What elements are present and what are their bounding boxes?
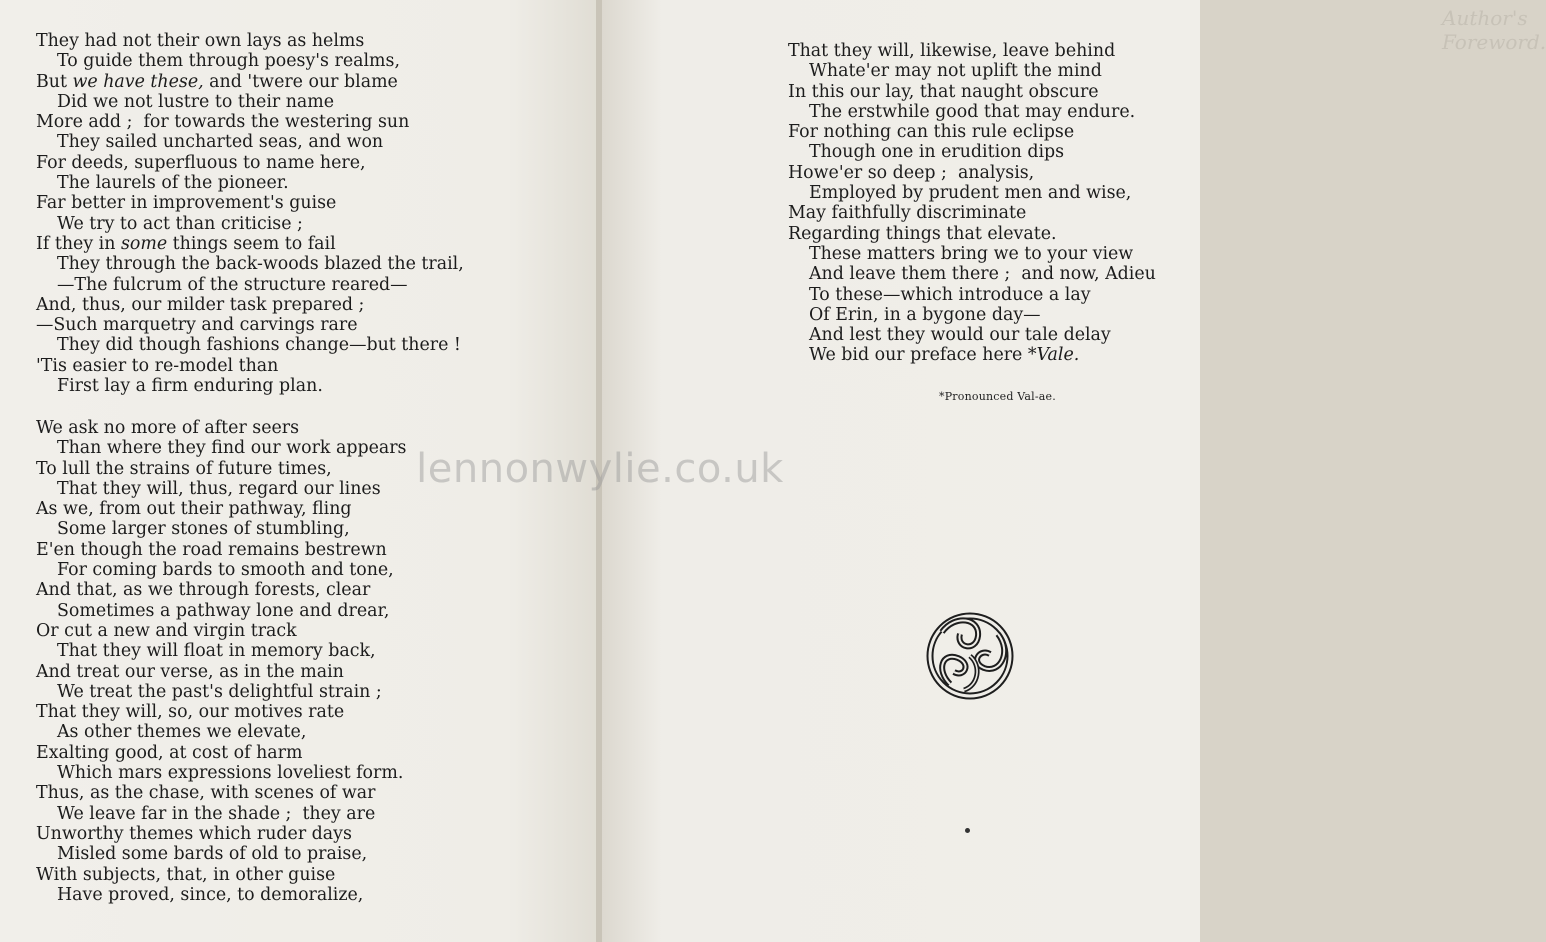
verse-line: —The fulcrum of the structure reared—	[57, 274, 408, 295]
verse-line: Regarding things that elevate.	[788, 223, 1057, 244]
verse-line: For deeds, superfluous to name here,	[36, 152, 366, 173]
verse-line: Howe'er so deep ; analysis,	[788, 162, 1035, 183]
ink-dot	[965, 828, 970, 833]
italic-emphasis: some	[120, 233, 168, 254]
verse-line: Unworthy themes which ruder days	[36, 823, 352, 844]
verse-line: 'Tis easier to re-model than	[36, 355, 279, 376]
verse-line	[788, 345, 1156, 365]
verse-line: As we, from out their pathway, fling	[36, 499, 352, 520]
verse-line: We treat the past's delightful strain ;	[57, 681, 382, 702]
verse-line: For coming bards to smooth and tone,	[57, 560, 394, 581]
verse-line: These matters bring we to your view	[809, 243, 1134, 264]
verse-line: Employed by prudent men and wise,	[809, 183, 1132, 204]
verse-line: We ask no more of after seers	[36, 418, 300, 438]
verse-line: To these—which introduce a lay	[809, 284, 1091, 305]
verse-line: We leave far in the shade ; they are	[57, 803, 376, 824]
verse-text: and 'twere our blame	[203, 71, 398, 92]
verse-line: Did we not lustre to their name	[57, 91, 335, 112]
verse-line: Exalting good, at cost of harm	[36, 742, 303, 763]
celtic-knot-ornament-icon	[920, 604, 1020, 704]
verse-line: Whate'er may not uplift the mind	[809, 61, 1102, 82]
verse-line	[36, 72, 464, 92]
verse-line: Far better in improvement's guise	[36, 193, 337, 214]
verse-line: That they will, likewise, leave behind	[788, 41, 1116, 61]
verse-line: Misled some bards of old to praise,	[57, 844, 368, 865]
watermark: lennonwylie.co.uk	[416, 446, 784, 492]
verse-line: They had not their own lays as helms	[36, 31, 365, 51]
verse-line: The laurels of the pioneer.	[57, 173, 289, 194]
verse-line: That they will, so, our motives rate	[36, 702, 345, 723]
verse-line: More add ; for towards the westering sun	[36, 112, 410, 133]
verse-line: They did though fashions change—but there !	[57, 335, 461, 356]
verse-line: May faithfully discriminate	[788, 203, 1027, 224]
verse-line: And lest they would our tale delay	[809, 325, 1111, 346]
verse-line: Some larger stones of stumbling,	[57, 519, 350, 540]
verse-line: As other themes we elevate,	[57, 722, 307, 743]
verse-line: With subjects, that, in other guise	[36, 864, 336, 885]
verse-line: Thus, as the chase, with scenes of war	[36, 783, 376, 804]
verse-line: Though one in erudition dips	[809, 142, 1065, 163]
verse-text: We bid our preface here *	[809, 345, 1037, 366]
verse-line: Than where they find our work appears	[57, 438, 407, 459]
verse-line	[36, 234, 464, 254]
verse-line: And treat our verse, as in the main	[36, 661, 344, 682]
verse-line: Have proved, since, to demoralize,	[57, 884, 364, 905]
verse-line: Which mars expressions loveliest form.	[57, 763, 404, 784]
verse-line: For nothing can this rule eclipse	[788, 122, 1075, 143]
verse-line: First lay a firm enduring plan.	[57, 376, 323, 397]
verse-line: And, thus, our milder task prepared ;	[36, 294, 365, 315]
verse-line: They sailed uncharted seas, and won	[57, 132, 384, 153]
verse-line: To guide them through poesy's realms,	[57, 51, 400, 72]
verse-text: things seem to fail	[167, 233, 336, 254]
verse-line: To lull the strains of future times,	[36, 458, 332, 479]
verse-line: Sometimes a pathway lone and drear,	[57, 600, 390, 621]
verse-line: And that, as we through forests, clear	[36, 580, 371, 601]
verse-line: The erstwhile good that may endure.	[809, 101, 1136, 122]
stanza-one	[36, 31, 464, 396]
footnote: *Pronounced Val-ae.	[939, 390, 1056, 403]
verse-line: —Such marquetry and carvings rare	[36, 315, 358, 336]
verse-text: But	[36, 71, 73, 92]
verse-text: If they in	[36, 233, 121, 254]
verse-line: They through the back-woods blazed the trail,	[57, 254, 464, 275]
verse-line: Or cut a new and virgin track	[36, 620, 297, 641]
italic-emphasis: we have these,	[72, 71, 204, 92]
preface-stanza	[788, 41, 1156, 366]
show-through-heading: Author's Foreword.	[1442, 6, 1546, 54]
verse-line: That they will, thus, regard our lines	[57, 478, 381, 499]
verse-line: Of Erin, in a bygone day—	[809, 304, 1041, 325]
verse-line: That they will float in memory back,	[57, 641, 376, 662]
verse-line: We try to act than criticise ;	[57, 213, 303, 234]
verse-line: In this our lay, that naught obscure	[788, 81, 1099, 102]
italic-emphasis: Vale.	[1036, 345, 1080, 366]
verse-line: E'en though the road remains bestrewn	[36, 539, 387, 560]
verse-line: And leave them there ; and now, Adieu	[809, 264, 1156, 285]
